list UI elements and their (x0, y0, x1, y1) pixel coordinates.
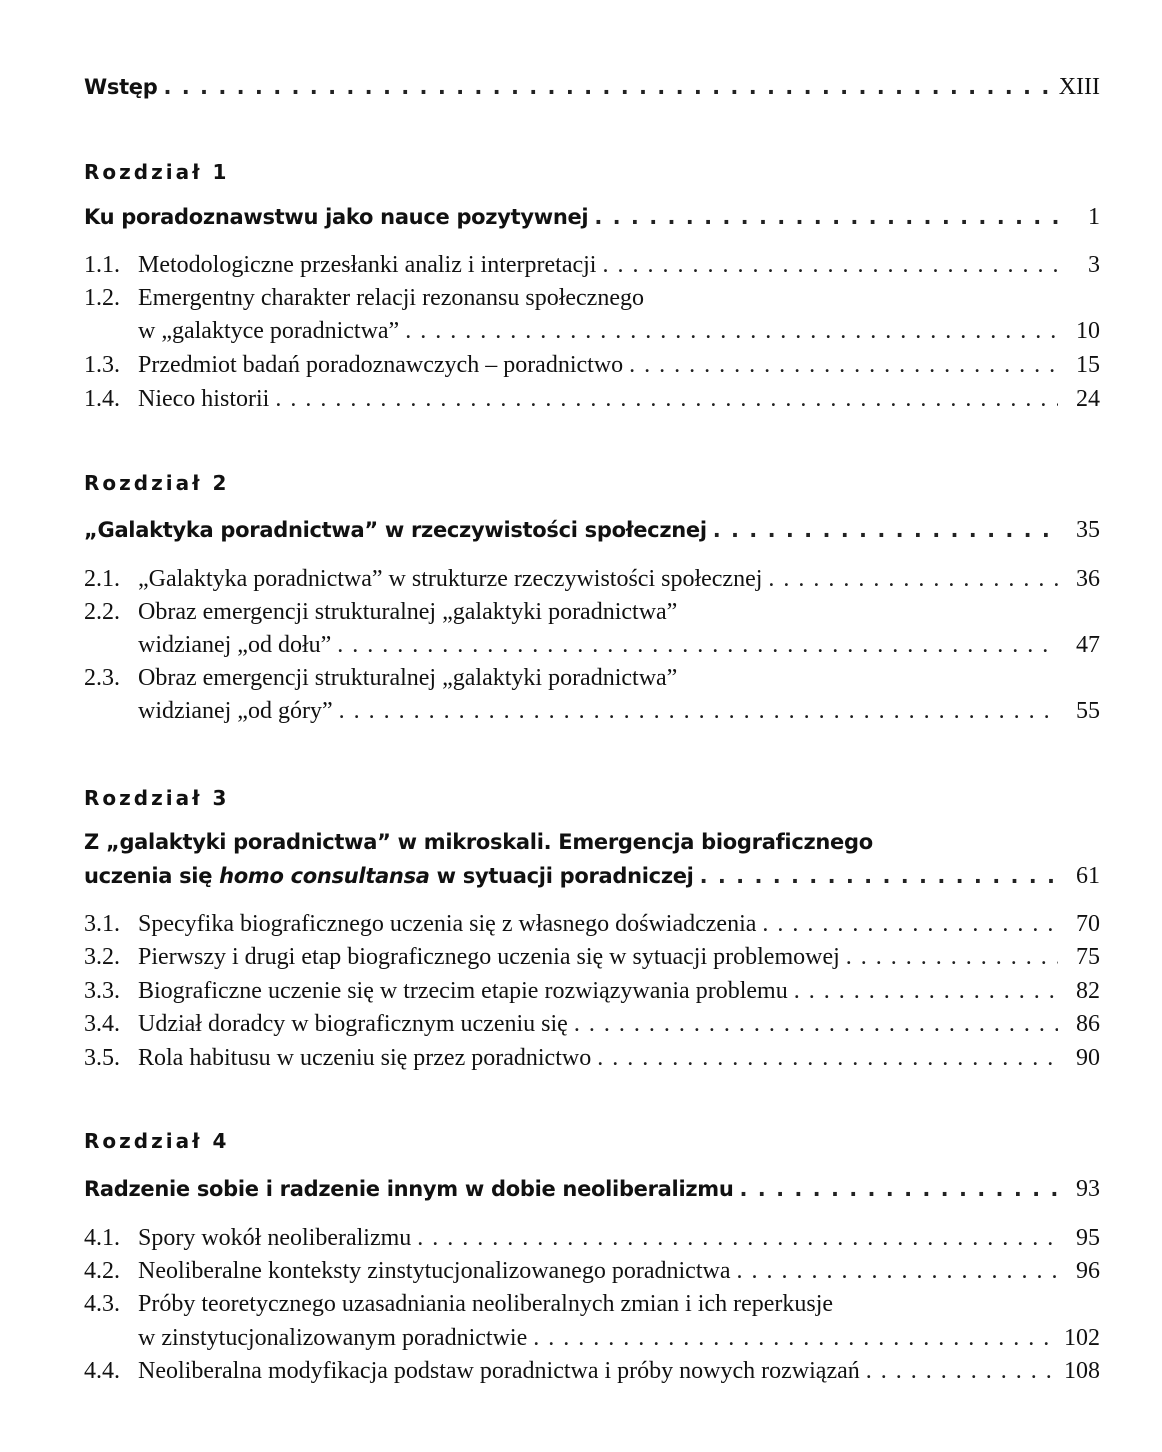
page-number: 95 (1076, 1225, 1100, 1251)
dot-leader (417, 1225, 1058, 1252)
toc-entry-section[interactable] (84, 566, 1100, 593)
entry-title: Neoliberalna modyfikacja podstaw poradnictwa i próby nowych rozwiązań (138, 1358, 860, 1384)
toc-entry-intro[interactable] (84, 74, 1100, 101)
section-number: 3.1. (84, 911, 120, 937)
section-number: 4.1. (84, 1225, 120, 1251)
entry-title: w zinstytucjonalizowanym poradnictwie (138, 1325, 528, 1351)
dot-leader (629, 352, 1058, 379)
page-number: 15 (1076, 352, 1100, 378)
page-number: 1 (1088, 204, 1100, 230)
section-number: 1.4. (84, 386, 120, 412)
entry-title: Metodologiczne przesłanki analiz i interpretacji (138, 252, 597, 278)
dot-leader (602, 252, 1058, 279)
dot-leader (794, 978, 1058, 1005)
entry-title: Nieco historii (138, 386, 270, 412)
dot-leader (574, 1011, 1058, 1038)
entry-title: Ku poradoznawstwu jako nauce pozytywnej (84, 205, 589, 229)
entry-title: Biograficzne uczenie się w trzecim etapie rozwiązywania problemu (138, 978, 788, 1004)
toc-entry-section[interactable] (84, 386, 1100, 413)
section-number: 4.3. (84, 1291, 120, 1317)
dot-leader (700, 864, 1058, 888)
section-number: 2.3. (84, 665, 120, 691)
toc-entry-section[interactable] (84, 1325, 1100, 1352)
section-number: 3.4. (84, 1011, 120, 1037)
chapter-label: Rozdział 2 (84, 471, 230, 495)
section-number: 3.2. (84, 944, 120, 970)
entry-title-line1: Obraz emergencji strukturalnej „galaktyki poradnictwa” (138, 599, 678, 625)
dot-leader (405, 318, 1058, 345)
page-number: 108 (1064, 1358, 1100, 1384)
toc-entry-section[interactable] (84, 911, 1100, 938)
page-number: 24 (1076, 386, 1100, 412)
entry-title: uczenia się homo consultansa w sytuacji poradniczej (84, 864, 694, 888)
italic-term: homo consultansa (219, 864, 430, 888)
toc-entry-chapter[interactable] (84, 863, 1100, 890)
dot-leader (713, 518, 1058, 542)
page-number: 36 (1076, 566, 1100, 592)
entry-title: Spory wokół neoliberalizmu (138, 1225, 412, 1251)
page-number: 93 (1076, 1176, 1100, 1202)
page-number: 86 (1076, 1011, 1100, 1037)
dot-leader (740, 1177, 1059, 1201)
page-number: 61 (1076, 863, 1100, 889)
page-number: 70 (1076, 911, 1100, 937)
toc-entry-section[interactable] (84, 318, 1100, 345)
toc-entry-section[interactable] (84, 944, 1100, 971)
toc-entry-section[interactable] (84, 632, 1100, 659)
dot-leader (768, 566, 1058, 593)
page-number: 3 (1088, 252, 1100, 278)
dot-leader (275, 386, 1058, 413)
entry-title-line1: Emergentny charakter relacji rezonansu społecznego (138, 285, 644, 311)
toc-entry-section[interactable] (84, 1011, 1100, 1038)
page-number: 35 (1076, 517, 1100, 543)
dot-leader (866, 1358, 1058, 1385)
entry-title: Neoliberalne konteksty zinstytucjonalizowanego poradnictwa (138, 1258, 731, 1284)
entry-title-line1: Próby teoretycznego uzasadniania neoliberalnych zmian i ich reperkusje (138, 1291, 834, 1317)
toc-entry-section-line1[interactable] (84, 1291, 1100, 1318)
page-number: 75 (1076, 944, 1100, 970)
toc-entry-section[interactable] (84, 1225, 1100, 1252)
toc-entry-section[interactable] (84, 698, 1100, 725)
entry-title: Pierwszy i drugi etap biograficznego uczenia się w sytuacji problemowej (138, 944, 840, 970)
entry-title-line1: Z „galaktyki poradnictwa” w mikroskali. Emergencja biograficznego (84, 830, 873, 854)
entry-title: Specyfika biograficznego uczenia się z własnego doświadczenia (138, 911, 757, 937)
toc-entry-section[interactable] (84, 1045, 1100, 1072)
toc-entry-section[interactable] (84, 1358, 1100, 1385)
dot-leader (337, 632, 1058, 659)
page-number: 47 (1076, 632, 1100, 658)
entry-title: widzianej „od dołu” (138, 632, 332, 658)
dot-leader (597, 1045, 1058, 1072)
toc-entry-chapter[interactable] (84, 517, 1100, 544)
section-number: 1.3. (84, 352, 120, 378)
entry-title: „Galaktyka poradnictwa” w rzeczywistości społecznej (84, 518, 707, 542)
entry-title: Przedmiot badań poradoznawczych – poradnictwo (138, 352, 624, 378)
toc-entry-section-line1[interactable] (84, 285, 1100, 312)
entry-title: „Galaktyka poradnictwa” w strukturze rzeczywistości społecznej (138, 566, 763, 592)
section-number: 2.1. (84, 566, 120, 592)
page-number: 55 (1076, 698, 1100, 724)
dot-leader (846, 944, 1058, 971)
toc-entry-section-line1[interactable] (84, 665, 1100, 692)
entry-title: Wstęp (84, 75, 158, 99)
dot-leader (762, 911, 1058, 938)
page-number: 90 (1076, 1045, 1100, 1071)
dot-leader (594, 205, 1058, 229)
entry-title: Radzenie sobie i radzenie innym w dobie neoliberalizmu (84, 1177, 734, 1201)
toc-entry-section[interactable] (84, 978, 1100, 1005)
dot-leader (533, 1325, 1058, 1352)
page-number: 96 (1076, 1258, 1100, 1284)
toc-entry-section[interactable] (84, 252, 1100, 279)
entry-title: Rola habitusu w uczeniu się przez poradnictwo (138, 1045, 592, 1071)
toc-entry-section[interactable] (84, 352, 1100, 379)
section-number: 1.2. (84, 285, 120, 311)
dot-leader (339, 698, 1058, 725)
page-number: XIII (1058, 74, 1100, 100)
toc-entry-chapter-line1[interactable] (84, 830, 1100, 854)
page-number: 102 (1064, 1325, 1100, 1351)
section-number: 4.4. (84, 1358, 120, 1384)
section-number: 4.2. (84, 1258, 120, 1284)
chapter-label: Rozdział 3 (84, 786, 230, 810)
page-number: 10 (1076, 318, 1100, 344)
section-number: 2.2. (84, 599, 120, 625)
section-number: 1.1. (84, 252, 120, 278)
toc-entry-section-line1[interactable] (84, 599, 1100, 626)
chapter-label: Rozdział 4 (84, 1129, 230, 1153)
toc-entry-chapter[interactable] (84, 204, 1100, 231)
entry-title: Udział doradcy w biograficznym uczeniu się (138, 1011, 568, 1037)
dot-leader (736, 1258, 1058, 1285)
toc-entry-chapter[interactable] (84, 1176, 1100, 1203)
chapter-label: Rozdział 1 (84, 160, 230, 184)
section-number: 3.5. (84, 1045, 120, 1071)
toc-entry-section[interactable] (84, 1258, 1100, 1285)
page-number: 82 (1076, 978, 1100, 1004)
entry-title-line1: Obraz emergencji strukturalnej „galaktyki poradnictwa” (138, 665, 678, 691)
dot-leader (163, 75, 1052, 99)
entry-title: w „galaktyce poradnictwa” (138, 318, 400, 344)
entry-title: widzianej „od góry” (138, 698, 333, 724)
section-number: 3.3. (84, 978, 120, 1004)
